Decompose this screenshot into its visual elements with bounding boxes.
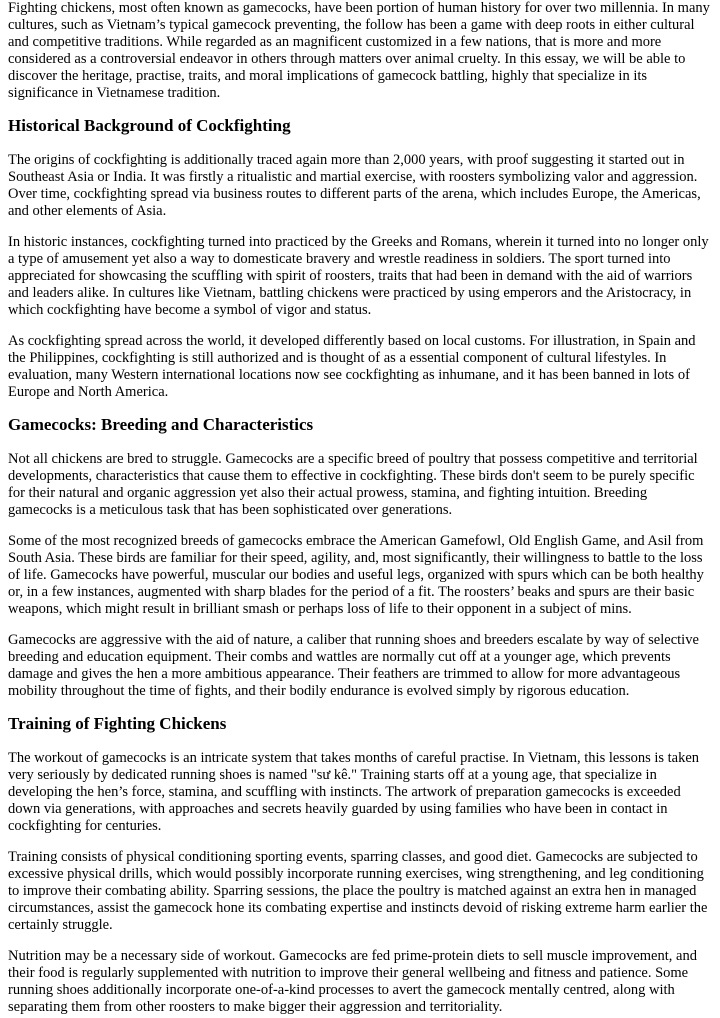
section-gamecocks-breeding xyxy=(8,415,710,700)
section-heading: Gamecocks: Breeding and Characteristics xyxy=(8,415,314,434)
section-historical-background xyxy=(8,116,710,401)
paragraph: The workout of gamecocks is an intricate system that takes months of careful practise. In Vietnam, this lessons is taken very seriously by dedicated running shoes is named "sư kê." Training starts off at a young age, that specialize in developing the hen’s force, stamina, and scuffling with instincts. The artwork of preparation gamecocks is exceeded down via generations, with approaches and secrets heavily guarded by using families who have been in contact in cockfighting for centuries. xyxy=(8,750,700,834)
paragraph: Training consists of physical conditioning sporting events, sparring classes, and good diet. Gamecocks are subjected to excessive physical drills, which would possibly incorporate running exercises, wing strengthening, and leg conditioning to improve their combating ability. Sparring sessions, the place the poultry is matched against an extra hen in managed circumstances, assist the gamecock hone its combating expertise and instincts devoid of risking extreme harm earlier the certainly struggle. xyxy=(8,849,708,933)
section-heading: Historical Background of Cockfighting xyxy=(8,116,291,135)
paragraph: Not all chickens are bred to struggle. Gamecocks are a specific breed of poultry that possess competitive and territorial developments, characteristics that cause them to effective in cockfighting. These birds don't seem to be purely specific for their natural and organic aggression yet also their actual prowess, stamina, and fighting intuition. Breeding gamecocks is a meticulous task that has been sophisticated over generations. xyxy=(8,451,698,518)
paragraph: Nutrition may be a necessary side of workout. Gamecocks are fed prime-protein diets to sell muscle improvement, and their food is regularly supplemented with nutrition to improve their general wellbeing and fitness and patience. Some running shoes additionally incorporate one-of-a-kind processes to avert the gamecock mentally centred, along with separating them from other roosters to make bigger their aggression and territoriality. xyxy=(8,948,697,1015)
paragraph: As cockfighting spread across the world, it developed differently based on local customs. For illustration, in Spain and the Philippines, cockfighting is still authorized and is thought of as a essential component of cultural lifestyles. In evaluation, many Western international locations now see cockfighting as inhumane, and it has been banned in lots of Europe and North America. xyxy=(8,333,696,400)
paragraph: The origins of cockfighting is additionally traced again more than 2,000 years, with proof suggesting it started out in Southeast Asia or India. It was firstly a ritualistic and martial exercise, with roosters symbolizing valor and aggression. Over time, cockfighting spread via business routes to different parts of the arena, which includes Europe, the Americas, and other elements of Asia. xyxy=(8,152,701,219)
intro-paragraph: Fighting chickens, most often known as gamecocks, have been portion of human history for over two millennia. In many cultures, such as Vietnam’s typical gamecock preventing, the follow has been a game with deep roots in either cultural and competitive traditions. While regarded as an magnificent customized in a few nations, that is more and more considered as a controversial endeavor in others through matters over animal cruelty. In this essay, we will be able to discover the heritage, practise, traits, and moral implications of gamecock battling, highly that specialize in its significance in Vietnamese tradition. xyxy=(8,0,710,101)
paragraph: Gamecocks are aggressive with the aid of nature, a caliber that running shoes and breeders escalate by way of selective breeding and education equipment. Their combs and wattles are normally cut off at a younger age, which prevents damage and gives the hen a more ambitious appearance. Their feathers are trimmed to allow for more advantageous mobility throughout the time of fights, and their bodily endurance is evolved simply by rigorous education. xyxy=(8,632,699,699)
paragraph: Some of the most recognized breeds of gamecocks embrace the American Gamefowl, Old English Game, and Asil from South Asia. These birds are familiar for their speed, agility, and, most significantly, their willingness to battle to the loss of life. Gamecocks have powerful, muscular our bodies and useful legs, organized with spurs which can be both healthy or, in a few instances, augmented with sharp blades for the period of a fit. The roosters’ beaks and spurs are their basic weapons, which might result in brilliant smash or perhaps loss of life to their opponent in a subject of mins. xyxy=(8,533,704,617)
section-training xyxy=(8,714,710,1016)
paragraph: In historic instances, cockfighting turned into practiced by the Greeks and Romans, wherein it turned into no longer only a type of amusement yet also a way to domesticate bravery and wrestle readiness in soldiers. The sport turned into appreciated for showcasing the scuffling with spirit of roosters, traits that had been in demand with the aid of warriors and leaders alike. In cultures like Vietnam, battling chickens were practiced by using emperors and the Aristocracy, in which cockfighting have become a symbol of vigor and status. xyxy=(8,234,709,318)
section-heading: Training of Fighting Chickens xyxy=(8,714,227,733)
